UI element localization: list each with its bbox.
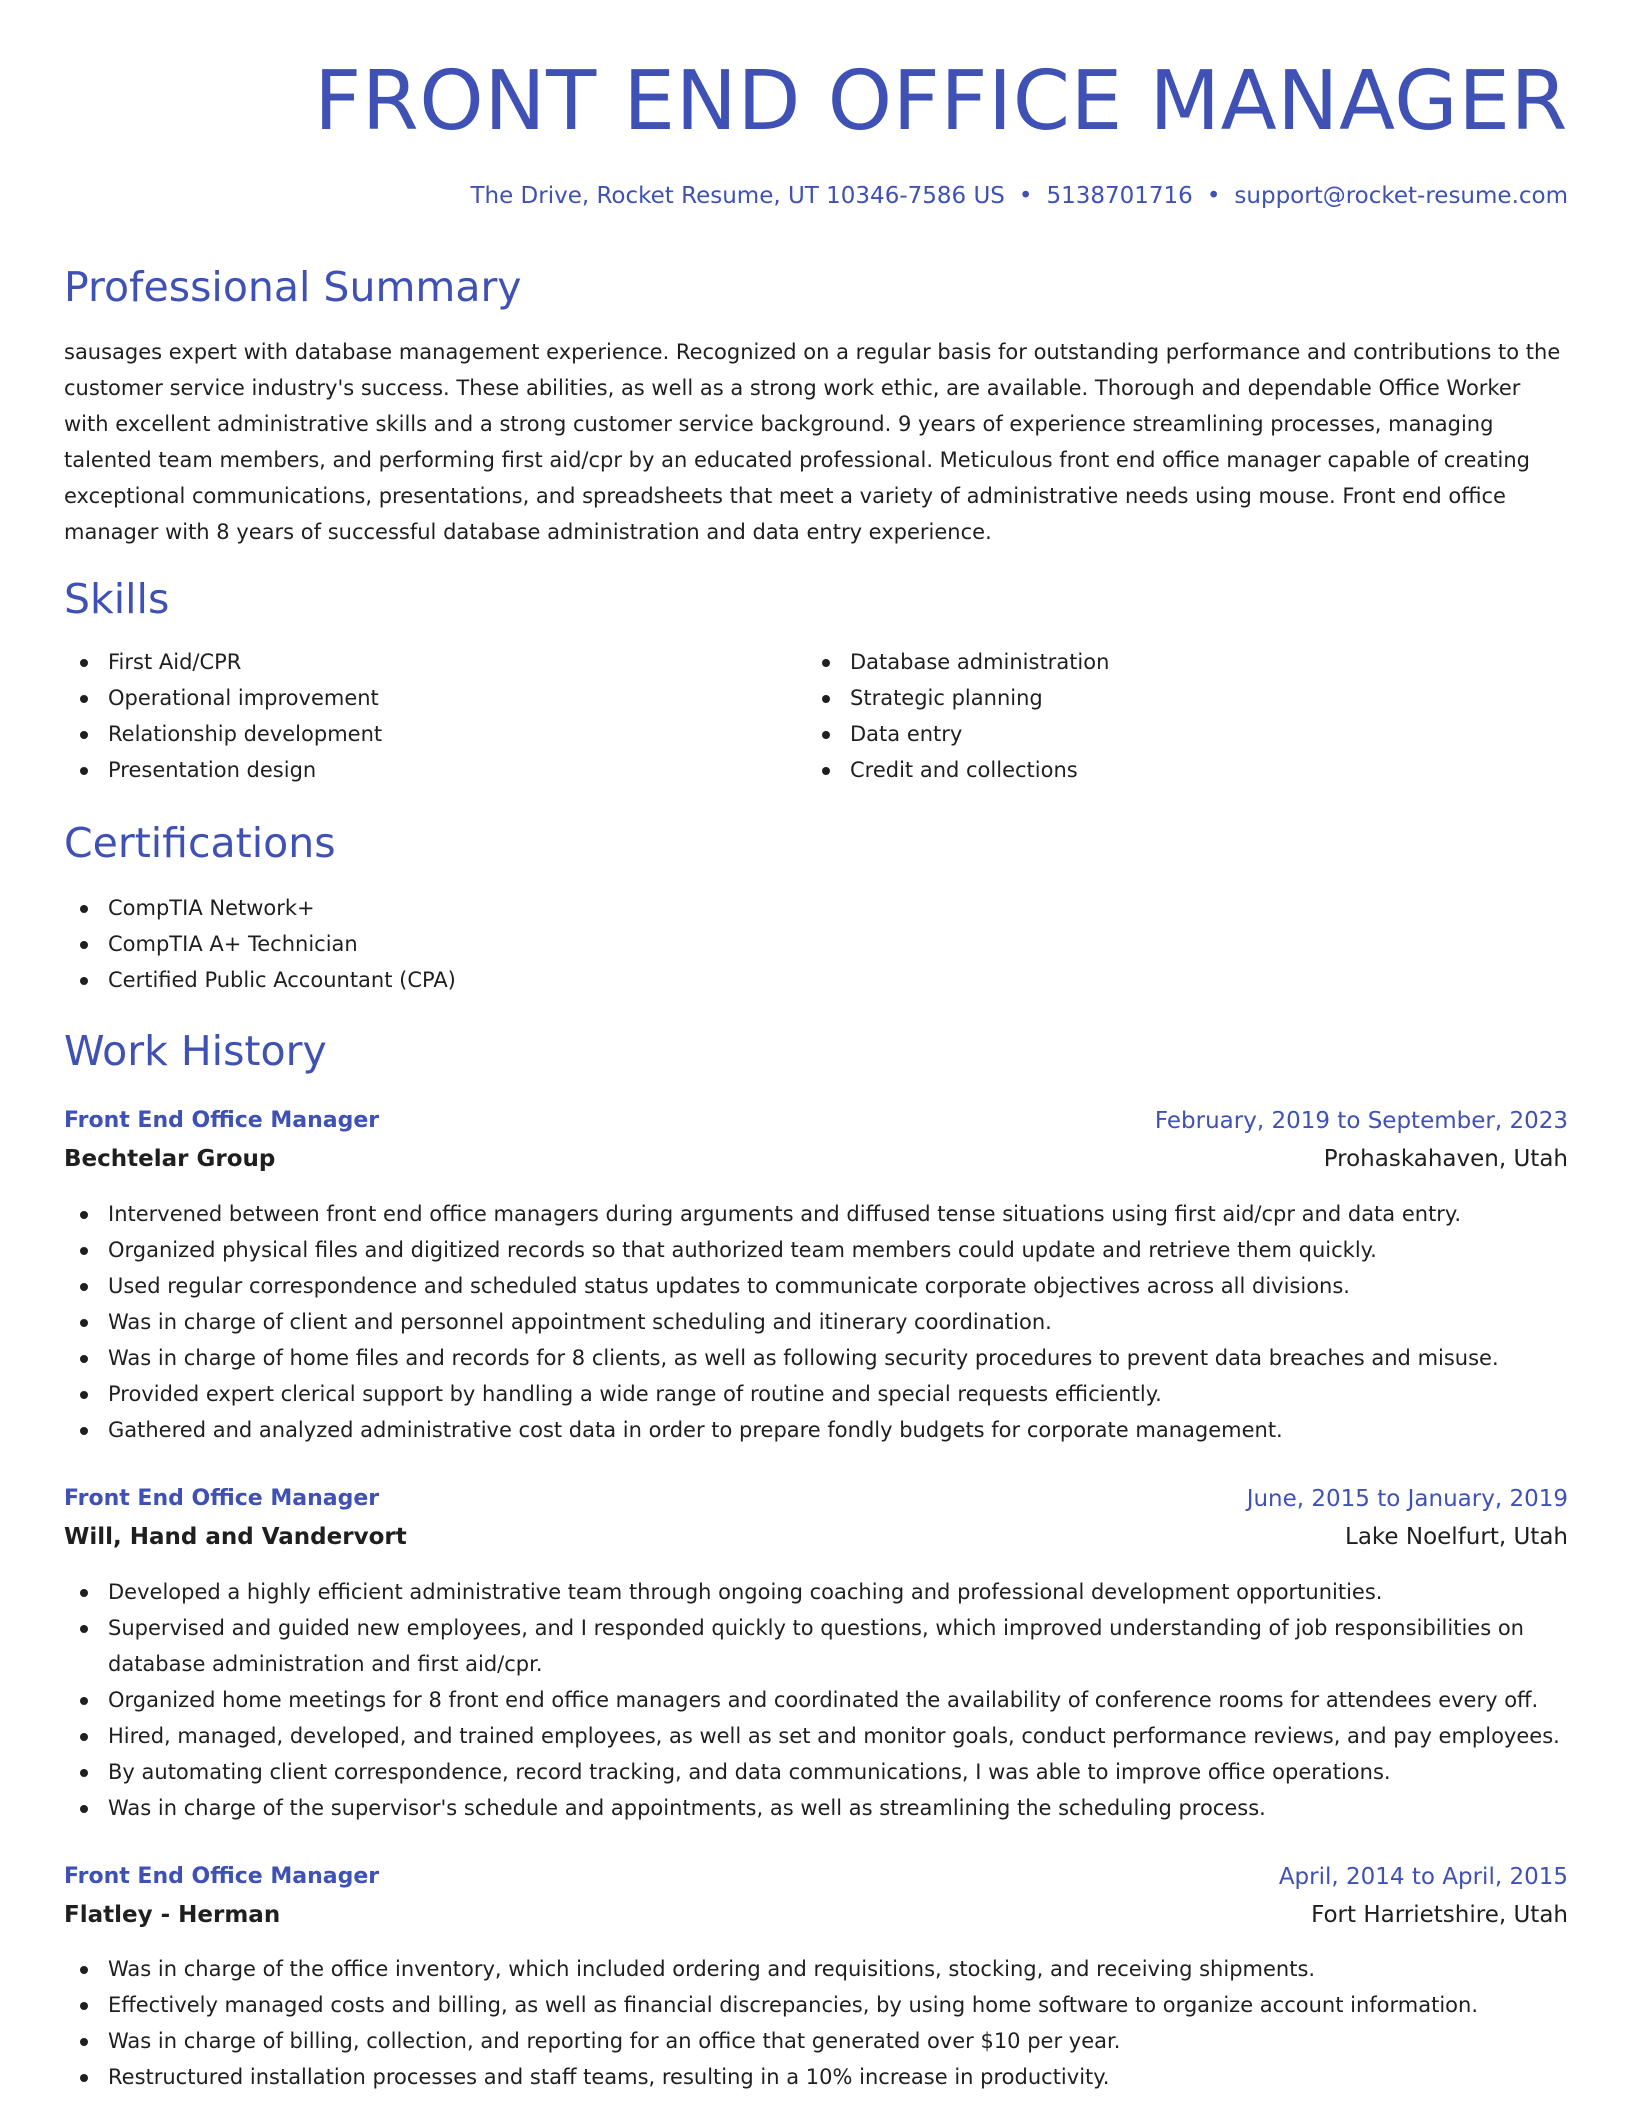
job-bullet: Organized physical files and digitized records so that authorized team members could update and retrieve them quickly. <box>64 1232 1568 1268</box>
contact-line <box>470 180 1568 212</box>
job-bullets <box>64 1574 1568 1826</box>
job-bullet: Restructured installation processes and staff teams, resulting in a 10% increase in productivity. <box>64 2059 1568 2095</box>
job-title: Front End Office Manager <box>64 1864 380 1889</box>
contact-separator: • <box>1206 183 1221 209</box>
skill-item: Relationship development <box>64 716 784 752</box>
job-title-row <box>64 1103 1568 1139</box>
job-bullet: Gathered and analyzed administrative cost data in order to prepare fondly budgets for corporate management. <box>64 1412 1568 1448</box>
job-bullet: By automating client correspondence, record tracking, and data communications, I was able to improve office operations. <box>64 1754 1568 1790</box>
job-title: Front End Office Manager <box>64 1108 380 1133</box>
certification-item: CompTIA A+ Technician <box>64 926 1568 962</box>
certification-item: Certified Public Accountant (CPA) <box>64 962 1568 998</box>
job-bullet: Was in charge of client and personnel appointment scheduling and itinerary coordination. <box>64 1304 1568 1340</box>
job-bullet: Used regular correspondence and scheduled status updates to communicate corporate objectives across all divisions. <box>64 1268 1568 1304</box>
job-bullet: Was in charge of the supervisor's schedule and appointments, as well as streamlining the scheduling process. <box>64 1790 1568 1826</box>
job-bullet: Hired, managed, developed, and trained employees, as well as set and monitor goals, conduct performance reviews, and pay employees. <box>64 1718 1568 1754</box>
job-bullet: Was in charge of the office inventory, which included ordering and requisitions, stocking, and receiving shipments. <box>64 1951 1568 1987</box>
job-bullet: Was in charge of home files and records for 8 clients, as well as following security procedures to prevent data breaches and misuse. <box>64 1340 1568 1376</box>
skill-item: Data entry <box>806 716 1546 752</box>
job-location: Fort Harrietshire, Utah <box>1311 1902 1568 1928</box>
contact-separator: • <box>1018 183 1033 209</box>
resume-name: FRONT END OFFICE MANAGER <box>314 54 1568 149</box>
job-title-row <box>64 1859 1568 1895</box>
job-bullet: Organized home meetings for 8 front end office managers and coordinated the availability of conference rooms for attendees every off. <box>64 1682 1568 1718</box>
skill-item: Credit and collections <box>806 752 1546 788</box>
job-dates: June, 2015 to January, 2019 <box>1246 1486 1568 1512</box>
job-location: Prohaskahaven, Utah <box>1323 1146 1568 1172</box>
skill-item: Presentation design <box>64 752 784 788</box>
skills-heading: Skills <box>64 575 170 623</box>
summary-text: sausages expert with database management experience. Recognized on a regular basis for outstanding performance and contributions to the customer service industry's success. These abilities, as well as a strong work ethic, are available. Thorough and dependable Office Worker with excellent administrative skills and a strong customer service background. 9 years of experience streamlining processes, managing talented team members, and performing first aid/cpr by an educated professional. Meticulous front end office manager capable of creating exceptional communications, presentations, and spreadsheets that meet a variety of administrative needs using mouse. Front end office manager with 8 years of successful database administration and data entry experience. <box>64 340 1561 544</box>
job-bullets <box>64 1196 1568 1448</box>
skill-item: First Aid/CPR <box>64 644 784 680</box>
certifications-heading: Certifications <box>64 819 336 867</box>
skill-item: Strategic planning <box>806 680 1546 716</box>
job-bullet: Effectively managed costs and billing, as well as financial discrepancies, by using home software to organize account information. <box>64 1987 1568 2023</box>
summary-heading: Professional Summary <box>64 263 522 311</box>
job-company: Flatley - Herman <box>64 1902 281 1928</box>
job-dates: February, 2019 to September, 2023 <box>1154 1108 1568 1134</box>
contact-email: support@rocket-resume.com <box>1234 183 1568 209</box>
skill-item: Operational improvement <box>64 680 784 716</box>
skills-list-left <box>64 644 784 788</box>
job-company: Will, Hand and Vandervort <box>64 1524 407 1550</box>
job-title: Front End Office Manager <box>64 1486 380 1511</box>
job-location: Lake Noelfurt, Utah <box>1345 1524 1568 1550</box>
skills-list-right <box>806 644 1546 788</box>
job-bullet: Provided expert clerical support by handling a wide range of routine and special requests efficiently. <box>64 1376 1568 1412</box>
job-bullet: Intervened between front end office managers during arguments and diffused tense situations using first aid/cpr and data entry. <box>64 1196 1568 1232</box>
job-title-row <box>64 1481 1568 1517</box>
work-history-heading: Work History <box>64 1027 327 1075</box>
job-company-row <box>64 1519 1568 1555</box>
job-bullet: Supervised and guided new employees, and I responded quickly to questions, which improved understanding of job responsibilities on database administration and first aid/cpr. <box>64 1610 1568 1682</box>
contact-phone: 5138701716 <box>1046 183 1193 209</box>
job-bullets <box>64 1951 1568 2095</box>
contact-address: The Drive, Rocket Resume, UT 10346-7586 US <box>470 183 1005 209</box>
skill-item: Database administration <box>806 644 1546 680</box>
certification-item: CompTIA Network+ <box>64 890 1568 926</box>
job-bullet: Was in charge of billing, collection, and reporting for an office that generated over $10 per year. <box>64 2023 1568 2059</box>
certifications-list <box>64 890 1568 998</box>
job-bullet: Developed a highly efficient administrative team through ongoing coaching and professional development opportunities. <box>64 1574 1568 1610</box>
job-company: Bechtelar Group <box>64 1146 276 1172</box>
job-company-row <box>64 1141 1568 1177</box>
job-dates: April, 2014 to April, 2015 <box>1278 1864 1568 1890</box>
job-company-row <box>64 1897 1568 1933</box>
